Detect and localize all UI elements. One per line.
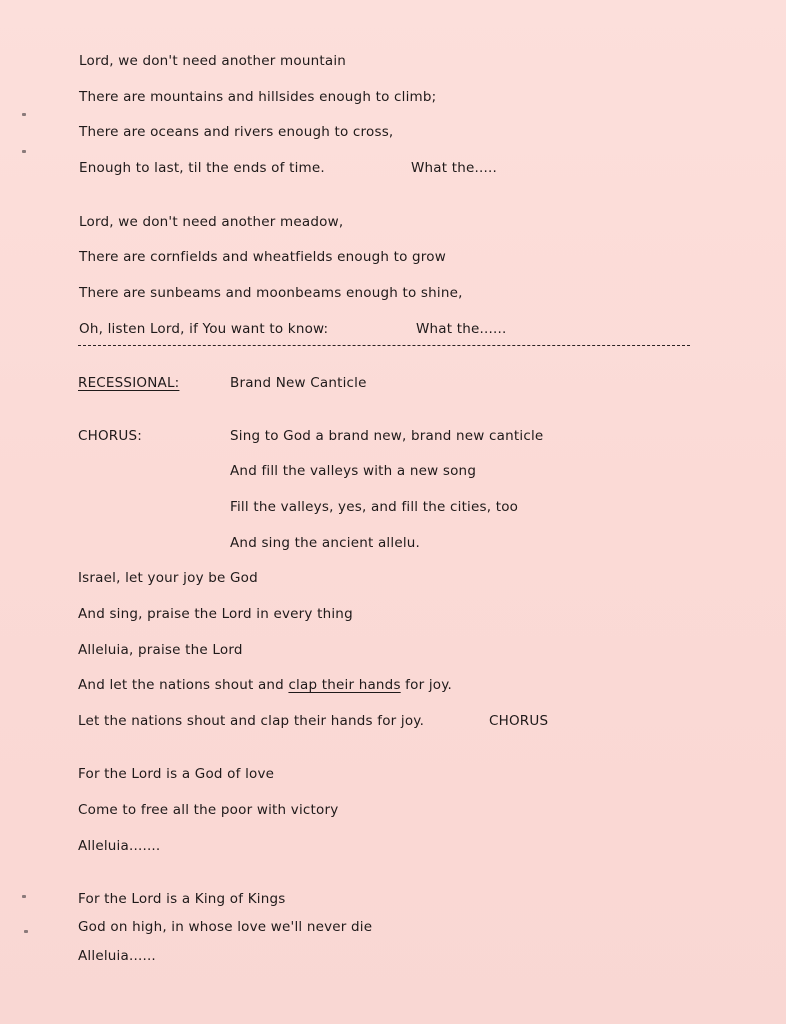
verse2-line-1: Lord, we don't need another meadow,: [79, 214, 344, 230]
verse3-line-4-underlined: clap their hands: [288, 677, 401, 693]
verse1-line-3: There are oceans and rivers enough to cross,: [79, 124, 394, 140]
page-mark: [24, 930, 28, 933]
verse1-cue: What the.....: [411, 160, 497, 176]
verse3-line-1: Israel, let your joy be God: [78, 570, 258, 586]
verse3-line-2: And sing, praise the Lord in every thing: [78, 606, 353, 622]
verse5-line-3: Alleluia......: [78, 948, 156, 964]
verse3-line-4: [78, 677, 452, 693]
page-mark: [22, 895, 26, 898]
verse3-line-3: Alleluia, praise the Lord: [78, 642, 243, 658]
verse5-line-1: For the Lord is a King of Kings: [78, 891, 286, 907]
verse2-cue: What the......: [416, 321, 507, 337]
chorus-line-3: Fill the valleys, yes, and fill the cities, too: [230, 499, 519, 515]
verse1-line-4: Enough to last, til the ends of time.: [79, 160, 325, 176]
verse3-line-4-end: for joy.: [400, 677, 452, 693]
chorus-line-2: And fill the valleys with a new song: [230, 463, 477, 479]
verse5-line-2: God on high, in whose love we'll never die: [78, 919, 373, 935]
recessional-label: RECESSIONAL:: [78, 375, 180, 391]
verse3-line-5: Let the nations shout and clap their hands for joy.: [78, 713, 425, 729]
verse4-line-2: Come to free all the poor with victory: [78, 802, 339, 818]
verse3-chorus-cue: CHORUS: [489, 713, 549, 729]
chorus-line-4: And sing the ancient allelu.: [230, 535, 421, 551]
verse1-line-2: There are mountains and hillsides enough to climb;: [79, 89, 437, 105]
verse2-line-3: There are sunbeams and moonbeams enough to shine,: [79, 285, 463, 301]
chorus-line-1: Sing to God a brand new, brand new canticle: [230, 428, 544, 444]
verse2-line-4: Oh, listen Lord, if You want to know:: [79, 321, 329, 337]
verse1-line-1: Lord, we don't need another mountain: [79, 53, 347, 69]
section-divider: [78, 345, 690, 346]
verse4-line-3: Alleluia.......: [78, 838, 161, 854]
page-mark: [22, 150, 26, 153]
verse4-line-1: For the Lord is a God of love: [78, 766, 275, 782]
chorus-label: CHORUS:: [78, 428, 142, 444]
recessional-title: Brand New Canticle: [230, 375, 367, 391]
verse3-line-4-start: And let the nations shout and: [78, 677, 289, 693]
verse2-line-2: There are cornfields and wheatfields enough to grow: [79, 249, 446, 265]
page-mark: [22, 113, 26, 116]
